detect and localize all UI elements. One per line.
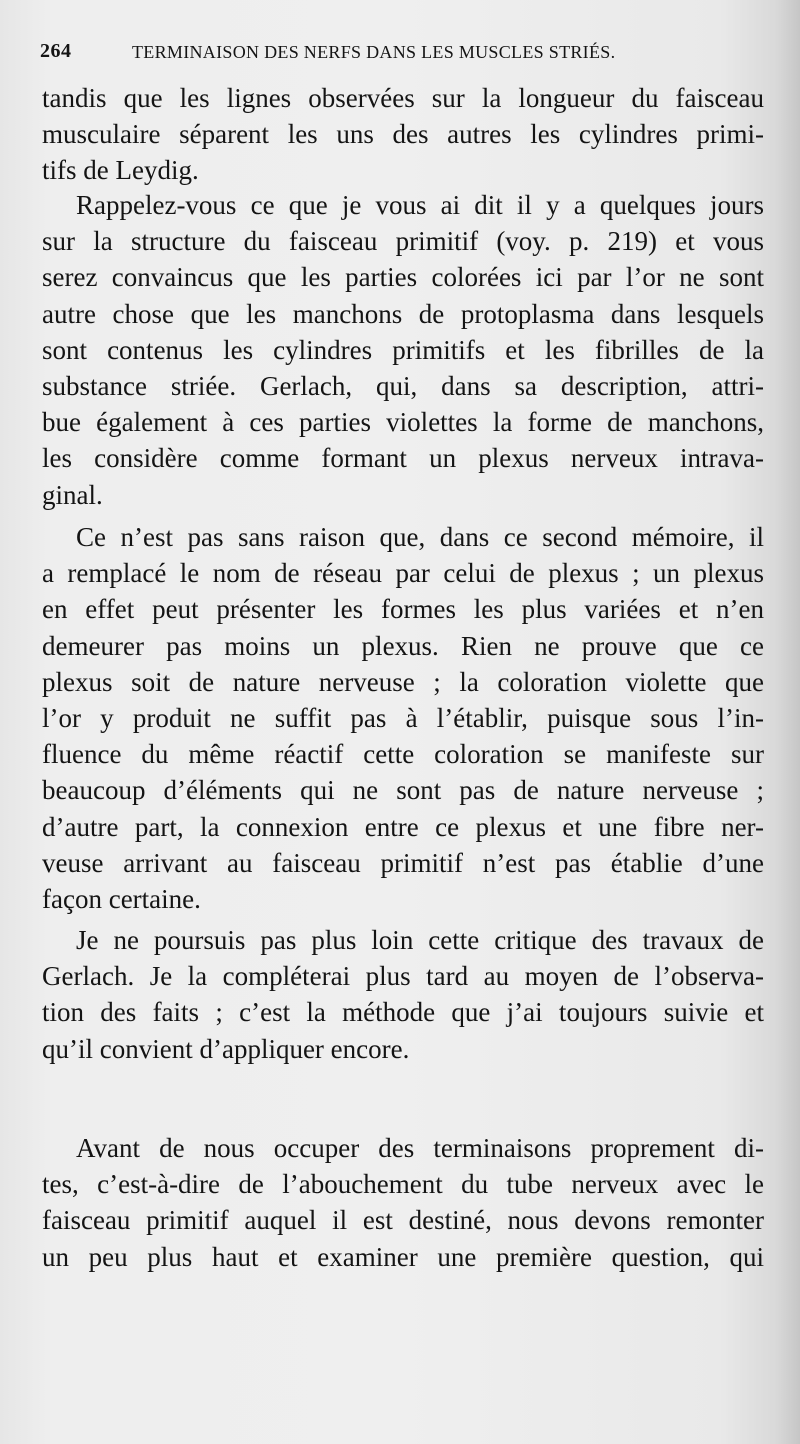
running-header xyxy=(40,40,680,70)
paragraph-5 xyxy=(42,1130,764,1275)
text-line: bue également à ces parties violettes la forme de manchons, xyxy=(42,407,764,438)
text-line: façon certaine. xyxy=(42,883,201,914)
text-line: substance striée. Gerlach, qui, dans sa description, attri- xyxy=(42,370,764,401)
text-line: Rappelez-vous ce que je vous ai dit il y a quelques jours xyxy=(76,190,764,220)
text-line: faisceau primitif auquel il est destiné, nous devons remonter xyxy=(42,1205,764,1236)
running-title: TERMINAISON DES NERFS DANS LES MUSCLES STRIÉS. xyxy=(132,42,616,62)
text-line: autre chose que les manchons de protoplasma dans lesquels xyxy=(42,298,764,329)
text-line: Ce n’est pas sans raison que, dans ce second mémoire, il xyxy=(76,522,764,552)
text-line: Je ne poursuis pas plus loin cette critique des travaux de xyxy=(76,925,764,955)
text-line: en effet peut présenter les formes les plus variées et n’en xyxy=(42,594,764,625)
text-line: Avant de nous occuper des terminaisons proprement di- xyxy=(76,1133,764,1163)
text-line: tifs de Leydig. xyxy=(42,155,199,186)
paragraph-1 xyxy=(42,80,764,189)
text-line: musculaire séparent les uns des autres les cylindres primi- xyxy=(42,119,764,150)
text-line: beaucoup d’éléments qui ne sont pas de nature nerveuse ; xyxy=(42,775,764,806)
text-line: les considère comme formant un plexus nerveux intrava- xyxy=(42,443,764,474)
text-line: sur la structure du faisceau primitif (voy. p. 219) et vous xyxy=(42,226,764,257)
text-line: fluence du même réactif cette coloration se manifeste sur xyxy=(42,739,764,770)
text-line: demeurer pas moins un plexus. Rien ne prouve que ce xyxy=(42,630,764,661)
text-line: Gerlach. Je la compléterai plus tard au moyen de l’observa- xyxy=(42,961,764,992)
text-line: tion des faits ; c’est la méthode que j’ai toujours suivie et xyxy=(42,997,764,1028)
paragraph-4 xyxy=(42,922,764,1067)
text-line: l’or y produit ne suffit pas à l’établir, puisque sous l’in- xyxy=(42,702,764,733)
text-line: tes, c’est-à-dire de l’abouchement du tube nerveux avec le xyxy=(42,1169,764,1200)
paragraph-2 xyxy=(42,187,764,513)
text-line: tandis que les lignes observées sur la longueur du faisceau xyxy=(42,83,764,113)
paragraph-3 xyxy=(42,519,764,917)
text-line: sont contenus les cylindres primitifs et les fibrilles de la xyxy=(42,334,764,365)
text-line: veuse arrivant au faisceau primitif n’est pas établie d’une xyxy=(42,847,764,878)
text-line: ginal. xyxy=(42,479,103,510)
text-line: qu’il convient d’appliquer encore. xyxy=(42,1033,410,1064)
text-line: un peu plus haut et examiner une première question, qui xyxy=(42,1241,764,1272)
text-line: d’autre part, la connexion entre ce plexus et une fibre ner- xyxy=(42,811,764,842)
page-number: 264 xyxy=(40,40,72,62)
text-line: a remplacé le nom de réseau par celui de plexus ; un plexus xyxy=(42,558,764,589)
text-line: plexus soit de nature nerveuse ; la coloration violette que xyxy=(42,666,764,697)
text-line: serez convaincus que les parties colorées ici par l’or ne sont xyxy=(42,262,764,293)
